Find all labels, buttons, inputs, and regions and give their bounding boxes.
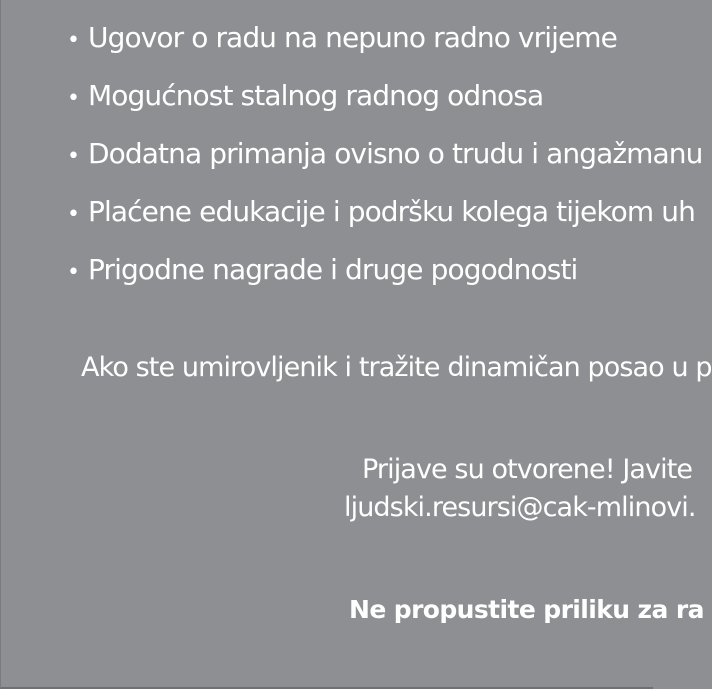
bullet-icon: • (67, 202, 80, 227)
bullet-icon: • (67, 86, 80, 111)
bullet-icon: • (67, 28, 80, 53)
benefit-text: Dodatna primanja ovisno o trudu i angažmanu (88, 137, 703, 170)
bullet-icon: • (67, 260, 80, 285)
call-to-action: Ne propustite priliku za ra (349, 595, 704, 624)
applications-open-text: Prijave su otvorene! Javite (362, 454, 693, 485)
benefit-text: Plaćene edukacije i podršku kolega tijekom uh (88, 195, 695, 228)
list-item (67, 0, 702, 58)
benefit-text: Mogućnost stalnog radnog odnosa (88, 79, 544, 112)
list-item (67, 116, 702, 174)
benefits-list (67, 0, 702, 290)
list-item (67, 174, 702, 232)
benefit-text: Ugovor o radu na nepuno radno vrijeme (88, 21, 617, 54)
contact-email: ljudski.resursi@cak-mlinovi. (344, 492, 696, 523)
bullet-icon: • (67, 144, 80, 169)
retiree-paragraph: Ako ste umirovljenik i tražite dinamičan posao u p (81, 352, 712, 383)
benefit-text: Prigodne nagrade i druge pogodnosti (88, 253, 578, 286)
list-item (67, 232, 702, 290)
list-item (67, 58, 702, 116)
